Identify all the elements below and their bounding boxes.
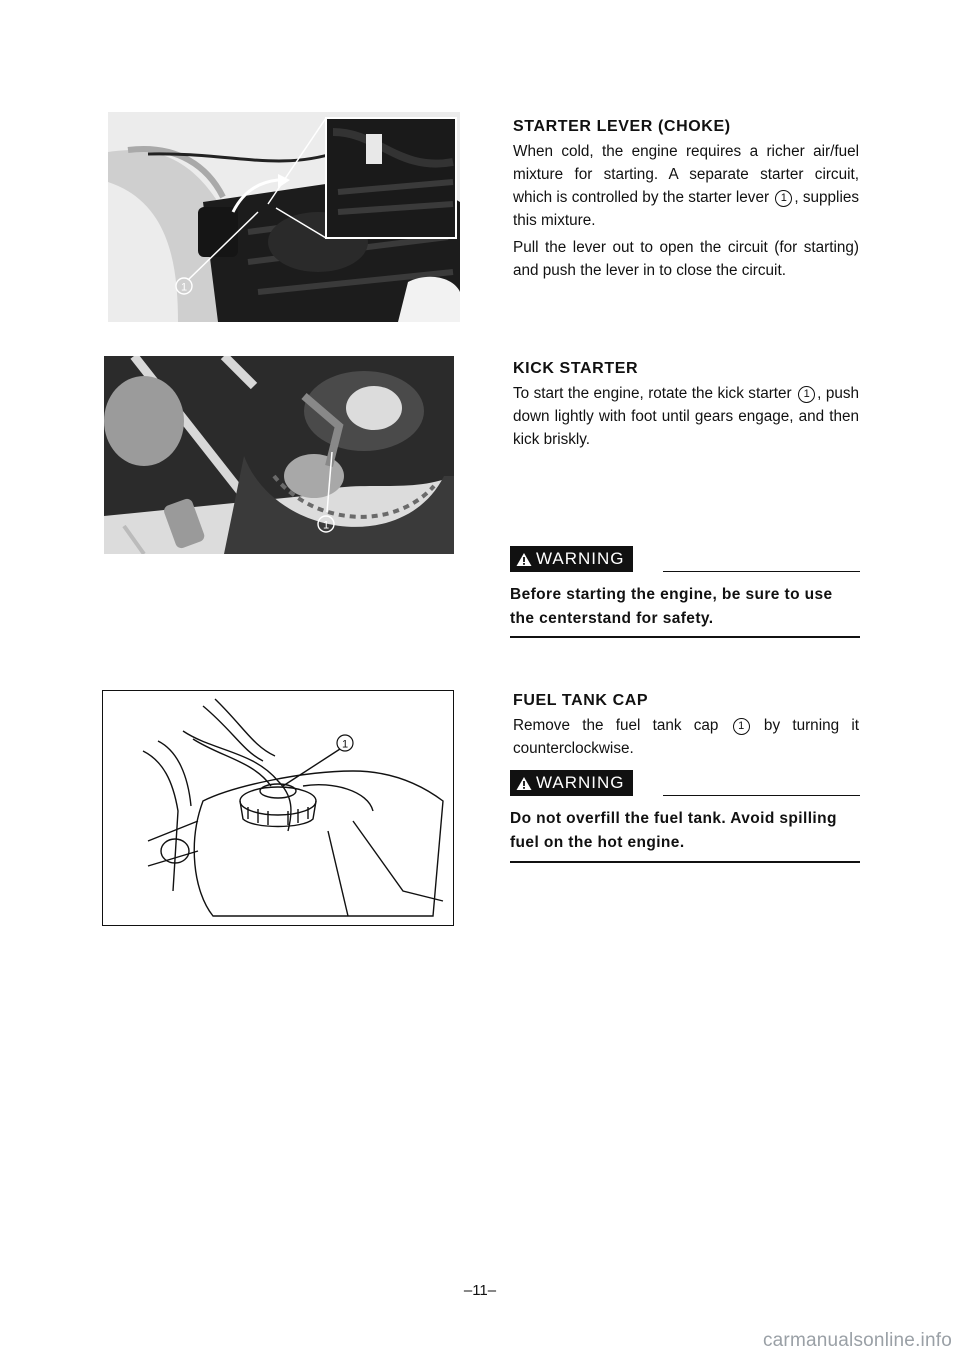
callout-1-icon: 1 <box>733 718 750 735</box>
kick-starter-heading: KICK STARTER <box>513 360 639 377</box>
fuel-tank-cap-heading: FUEL TANK CAP <box>513 692 649 709</box>
fuel-text-b: by turning it counterclockwise. <box>513 717 859 757</box>
starter-lever-paragraph-1 <box>513 140 859 232</box>
kick-photo-callout: 1 <box>322 519 330 532</box>
fuel-tank-cap-paragraph <box>513 714 859 760</box>
starter-lever-section <box>513 118 859 282</box>
warning-text-1: Before starting the engine, be sure to use the centerstand for safety. <box>510 586 833 627</box>
starter-lever-heading: STARTER LEVER (CHOKE) <box>513 118 731 135</box>
kick-text-a: To start the engine, rotate the kick starter <box>513 385 797 402</box>
warning-rule <box>663 795 860 796</box>
warning-end-rule-2 <box>510 861 860 863</box>
choke-photo-callout: 1 <box>180 281 188 294</box>
starter-lever-photo <box>108 112 460 322</box>
fuel-text-a: Remove the fuel tank cap <box>513 717 731 734</box>
warning-end-rule-1 <box>510 636 860 638</box>
warning-rule <box>663 571 860 572</box>
warning-badge <box>510 770 633 796</box>
kick-starter-photo <box>104 356 454 554</box>
starter-text-a: When cold, the engine requires a richer air/fuel mixture for starting. A separate starter circuit, which is controlled by the starter lever <box>513 143 859 206</box>
fuel-tank-illustration <box>102 690 454 926</box>
warning-label: WARNING <box>536 549 625 568</box>
fuel-figure-callout: 1 <box>341 738 349 751</box>
starter-text-b: , supplies this mixture. <box>513 189 859 229</box>
page-number: –11– <box>463 1282 497 1299</box>
site-watermark: carmanualsonline.info <box>762 1330 952 1351</box>
warning-header-1 <box>510 546 860 576</box>
starter-lever-paragraph-2: Pull the lever out to open the circuit (for starting) and push the lever in to close the circuit. <box>513 239 859 279</box>
kick-starter-paragraph <box>513 382 859 451</box>
warning-triangle-icon <box>516 776 532 791</box>
kick-text-b: , push down lightly with foot until gears engage, and then kick briskly. <box>513 385 860 448</box>
warning-label: WARNING <box>536 773 625 792</box>
warning-badge <box>510 546 633 572</box>
warning-text-2: Do not overfill the fuel tank. Avoid spilling fuel on the hot engine. <box>510 810 837 851</box>
warning-triangle-icon <box>516 552 532 567</box>
callout-1-icon: 1 <box>798 386 815 403</box>
warning-header-2 <box>510 770 860 800</box>
kick-starter-section <box>513 360 859 451</box>
fuel-tank-cap-section <box>513 692 859 760</box>
callout-1-icon: 1 <box>775 190 792 207</box>
